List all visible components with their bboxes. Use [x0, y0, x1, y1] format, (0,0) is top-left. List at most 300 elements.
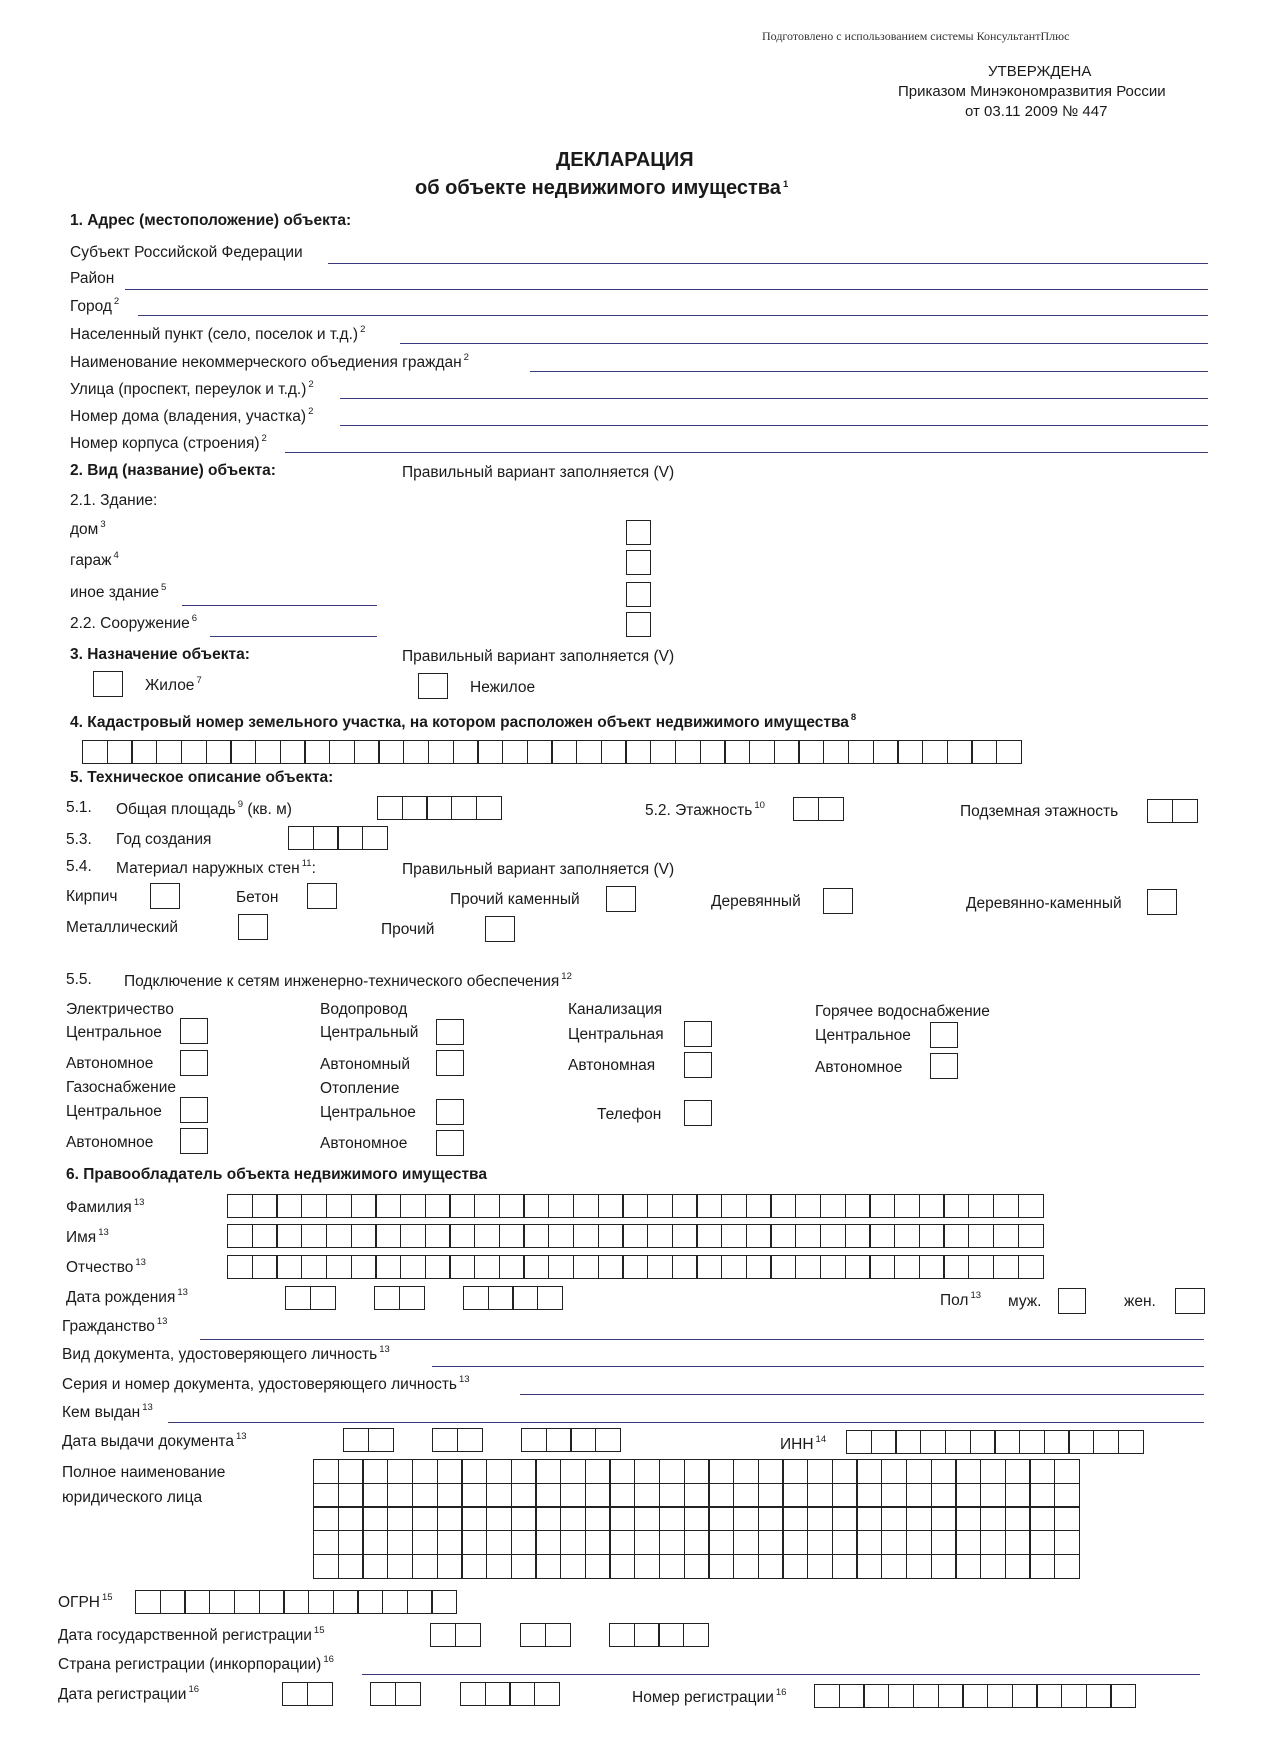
- grid-cell[interactable]: [795, 1224, 821, 1248]
- grid-cell[interactable]: [931, 1459, 957, 1484]
- grid-cell[interactable]: [375, 1255, 401, 1279]
- grid-cell[interactable]: [560, 1506, 586, 1531]
- grid-cell[interactable]: [523, 1255, 549, 1279]
- year-built-grid[interactable]: [288, 826, 387, 850]
- water-central-checkbox[interactable]: [436, 1019, 464, 1045]
- other-building-field[interactable]: [182, 605, 377, 606]
- grid-cell[interactable]: [573, 1194, 599, 1218]
- grid-cell[interactable]: [609, 1623, 635, 1647]
- grid-cell[interactable]: [486, 1530, 512, 1555]
- grid-cell[interactable]: [758, 1459, 784, 1484]
- grid-cell[interactable]: [399, 1286, 425, 1310]
- grid-cell[interactable]: [906, 1506, 932, 1531]
- grid-cell[interactable]: [733, 1459, 759, 1484]
- grid-cell[interactable]: [1172, 799, 1198, 823]
- grid-cell[interactable]: [326, 1224, 352, 1248]
- grid-cell[interactable]: [301, 1194, 327, 1218]
- grid-cell[interactable]: [351, 1194, 377, 1218]
- grid-cell[interactable]: [913, 1684, 939, 1708]
- name-grid[interactable]: [227, 1224, 1042, 1248]
- grid-cell[interactable]: [733, 1530, 759, 1555]
- grid-cell[interactable]: [288, 826, 314, 850]
- grid-cell[interactable]: [425, 1194, 451, 1218]
- grid-cell[interactable]: [647, 1224, 673, 1248]
- grid-cell[interactable]: [449, 1194, 475, 1218]
- grid-cell[interactable]: [650, 740, 676, 764]
- grid-cell[interactable]: [135, 1590, 161, 1614]
- grid-cell[interactable]: [1093, 1430, 1119, 1454]
- grid-cell[interactable]: [412, 1506, 438, 1531]
- grid-cell[interactable]: [131, 740, 157, 764]
- grid-cell[interactable]: [354, 740, 380, 764]
- other-stone-checkbox[interactable]: [606, 886, 636, 912]
- grid-cell[interactable]: [968, 1255, 994, 1279]
- street-field[interactable]: [340, 398, 1208, 399]
- grid-cell[interactable]: [818, 797, 844, 821]
- underground-floors-grid[interactable]: [1147, 799, 1196, 823]
- grid-cell[interactable]: [545, 1623, 571, 1647]
- grid-cell[interactable]: [1061, 1684, 1087, 1708]
- grid-cell[interactable]: [622, 1194, 648, 1218]
- grid-cell[interactable]: [425, 1224, 451, 1248]
- grid-cell[interactable]: [634, 1459, 660, 1484]
- grid-cell[interactable]: [463, 1286, 489, 1310]
- water-autonomous-checkbox[interactable]: [436, 1050, 464, 1076]
- grid-cell[interactable]: [585, 1459, 611, 1484]
- grid-cell[interactable]: [333, 1590, 359, 1614]
- grid-cell[interactable]: [535, 1530, 561, 1555]
- grid-cell[interactable]: [280, 740, 306, 764]
- grid-cell[interactable]: [609, 1459, 635, 1484]
- cadastral-number-grid[interactable]: [82, 740, 1021, 764]
- grid-cell[interactable]: [585, 1554, 611, 1579]
- grid-cell[interactable]: [869, 1194, 895, 1218]
- grid-cell[interactable]: [461, 1483, 487, 1508]
- grid-cell[interactable]: [307, 1682, 333, 1706]
- grid-cell[interactable]: [782, 1554, 808, 1579]
- grid-cell[interactable]: [634, 1506, 660, 1531]
- grid-cell[interactable]: [338, 1506, 364, 1531]
- grid-cell[interactable]: [276, 1255, 302, 1279]
- grid-cell[interactable]: [1029, 1459, 1055, 1484]
- grid-cell[interactable]: [1018, 1224, 1044, 1248]
- grid-cell[interactable]: [595, 1428, 621, 1452]
- grid-cell[interactable]: [160, 1590, 186, 1614]
- grid-cell[interactable]: [378, 740, 404, 764]
- grid-cell[interactable]: [845, 1255, 871, 1279]
- state-reg-year-grid[interactable]: [609, 1623, 708, 1647]
- grid-cell[interactable]: [428, 740, 454, 764]
- grid-cell[interactable]: [227, 1194, 253, 1218]
- grid-cell[interactable]: [313, 1554, 339, 1579]
- grid-cell[interactable]: [313, 1530, 339, 1555]
- grid-cell[interactable]: [609, 1506, 635, 1531]
- grid-cell[interactable]: [920, 1430, 946, 1454]
- grid-cell[interactable]: [437, 1506, 463, 1531]
- grid-cell[interactable]: [938, 1684, 964, 1708]
- grid-cell[interactable]: [181, 740, 207, 764]
- grid-cell[interactable]: [351, 1224, 377, 1248]
- grid-cell[interactable]: [672, 1194, 698, 1218]
- building-field[interactable]: [285, 452, 1208, 453]
- grid-cell[interactable]: [683, 1623, 709, 1647]
- grid-cell[interactable]: [881, 1483, 907, 1508]
- grid-cell[interactable]: [486, 1483, 512, 1508]
- grid-cell[interactable]: [820, 1255, 846, 1279]
- grid-cell[interactable]: [337, 826, 363, 850]
- grid-cell[interactable]: [848, 740, 874, 764]
- grid-cell[interactable]: [1029, 1530, 1055, 1555]
- grid-cell[interactable]: [684, 1483, 710, 1508]
- grid-cell[interactable]: [375, 1224, 401, 1248]
- heating-autonomous-checkbox[interactable]: [436, 1130, 464, 1156]
- grid-cell[interactable]: [548, 1194, 574, 1218]
- legal-name-grid[interactable]: [313, 1459, 1079, 1578]
- grid-cell[interactable]: [227, 1224, 253, 1248]
- grid-cell[interactable]: [252, 1255, 278, 1279]
- grid-cell[interactable]: [310, 1286, 336, 1310]
- grid-cell[interactable]: [871, 1430, 897, 1454]
- grid-cell[interactable]: [659, 1554, 685, 1579]
- grid-cell[interactable]: [919, 1194, 945, 1218]
- grid-cell[interactable]: [931, 1506, 957, 1531]
- grid-cell[interactable]: [476, 796, 502, 820]
- grid-cell[interactable]: [499, 1194, 525, 1218]
- grid-cell[interactable]: [535, 1483, 561, 1508]
- grid-cell[interactable]: [368, 1428, 394, 1452]
- grid-cell[interactable]: [770, 1194, 796, 1218]
- grid-cell[interactable]: [807, 1483, 833, 1508]
- grid-cell[interactable]: [708, 1483, 734, 1508]
- grid-cell[interactable]: [403, 740, 429, 764]
- grid-cell[interactable]: [1029, 1506, 1055, 1531]
- grid-cell[interactable]: [499, 1224, 525, 1248]
- reg-number-grid[interactable]: [814, 1684, 1135, 1708]
- grid-cell[interactable]: [573, 1255, 599, 1279]
- doc-type-field[interactable]: [432, 1366, 1204, 1367]
- grid-cell[interactable]: [548, 1224, 574, 1248]
- grid-cell[interactable]: [1019, 1430, 1045, 1454]
- grid-cell[interactable]: [343, 1428, 369, 1452]
- grid-cell[interactable]: [502, 740, 528, 764]
- grid-cell[interactable]: [585, 1506, 611, 1531]
- grid-cell[interactable]: [560, 1483, 586, 1508]
- grid-cell[interactable]: [749, 740, 775, 764]
- grid-cell[interactable]: [156, 740, 182, 764]
- grid-cell[interactable]: [598, 1255, 624, 1279]
- grid-cell[interactable]: [488, 1286, 514, 1310]
- grid-cell[interactable]: [585, 1483, 611, 1508]
- birth-day-grid[interactable]: [285, 1286, 334, 1310]
- grid-cell[interactable]: [560, 1530, 586, 1555]
- grid-cell[interactable]: [708, 1506, 734, 1531]
- grid-cell[interactable]: [432, 1428, 458, 1452]
- grid-cell[interactable]: [326, 1194, 352, 1218]
- grid-cell[interactable]: [894, 1194, 920, 1218]
- issue-year-grid[interactable]: [521, 1428, 620, 1452]
- residential-checkbox[interactable]: [93, 671, 123, 697]
- grid-cell[interactable]: [474, 1224, 500, 1248]
- grid-cell[interactable]: [276, 1194, 302, 1218]
- sewer-autonomous-checkbox[interactable]: [684, 1052, 712, 1078]
- grid-cell[interactable]: [362, 1483, 388, 1508]
- grid-cell[interactable]: [684, 1459, 710, 1484]
- grid-cell[interactable]: [453, 740, 479, 764]
- grid-cell[interactable]: [449, 1224, 475, 1248]
- grid-cell[interactable]: [313, 826, 339, 850]
- grid-cell[interactable]: [351, 1255, 377, 1279]
- grid-cell[interactable]: [1086, 1684, 1112, 1708]
- grid-cell[interactable]: [387, 1506, 413, 1531]
- electricity-central-checkbox[interactable]: [180, 1018, 208, 1044]
- grid-cell[interactable]: [659, 1530, 685, 1555]
- grid-cell[interactable]: [832, 1506, 858, 1531]
- grid-cell[interactable]: [700, 740, 726, 764]
- grid-cell[interactable]: [919, 1224, 945, 1248]
- grid-cell[interactable]: [107, 740, 133, 764]
- grid-cell[interactable]: [881, 1506, 907, 1531]
- grid-cell[interactable]: [888, 1684, 914, 1708]
- grid-cell[interactable]: [362, 826, 388, 850]
- grid-cell[interactable]: [845, 1194, 871, 1218]
- grid-cell[interactable]: [782, 1483, 808, 1508]
- grid-cell[interactable]: [795, 1255, 821, 1279]
- grid-cell[interactable]: [387, 1483, 413, 1508]
- grid-cell[interactable]: [285, 1286, 311, 1310]
- grid-cell[interactable]: [696, 1255, 722, 1279]
- grid-cell[interactable]: [474, 1194, 500, 1218]
- grid-cell[interactable]: [259, 1590, 285, 1614]
- grid-cell[interactable]: [807, 1506, 833, 1531]
- grid-cell[interactable]: [523, 1224, 549, 1248]
- grid-cell[interactable]: [980, 1554, 1006, 1579]
- grid-cell[interactable]: [375, 1194, 401, 1218]
- grid-cell[interactable]: [955, 1530, 981, 1555]
- electricity-autonomous-checkbox[interactable]: [180, 1050, 208, 1076]
- grid-cell[interactable]: [684, 1506, 710, 1531]
- grid-cell[interactable]: [906, 1483, 932, 1508]
- grid-cell[interactable]: [955, 1506, 981, 1531]
- settlement-field[interactable]: [400, 343, 1208, 344]
- grid-cell[interactable]: [362, 1530, 388, 1555]
- grid-cell[interactable]: [362, 1554, 388, 1579]
- grid-cell[interactable]: [856, 1530, 882, 1555]
- grid-cell[interactable]: [184, 1590, 210, 1614]
- gas-central-checkbox[interactable]: [180, 1097, 208, 1123]
- grid-cell[interactable]: [301, 1255, 327, 1279]
- grid-cell[interactable]: [856, 1483, 882, 1508]
- grid-cell[interactable]: [647, 1255, 673, 1279]
- grid-cell[interactable]: [774, 740, 800, 764]
- grid-cell[interactable]: [684, 1554, 710, 1579]
- grid-cell[interactable]: [461, 1554, 487, 1579]
- grid-cell[interactable]: [313, 1459, 339, 1484]
- grid-cell[interactable]: [906, 1530, 932, 1555]
- grid-cell[interactable]: [721, 1194, 747, 1218]
- country-field[interactable]: [362, 1674, 1200, 1675]
- grid-cell[interactable]: [537, 1286, 563, 1310]
- hot-water-autonomous-checkbox[interactable]: [930, 1053, 958, 1079]
- grid-cell[interactable]: [906, 1554, 932, 1579]
- grid-cell[interactable]: [573, 1224, 599, 1248]
- grid-cell[interactable]: [708, 1530, 734, 1555]
- grid-cell[interactable]: [746, 1255, 772, 1279]
- grid-cell[interactable]: [832, 1459, 858, 1484]
- grid-cell[interactable]: [845, 1224, 871, 1248]
- grid-cell[interactable]: [987, 1684, 1013, 1708]
- grid-cell[interactable]: [511, 1506, 537, 1531]
- grid-cell[interactable]: [1005, 1483, 1031, 1508]
- grid-cell[interactable]: [609, 1483, 635, 1508]
- grid-cell[interactable]: [511, 1554, 537, 1579]
- grid-cell[interactable]: [283, 1590, 309, 1614]
- grid-cell[interactable]: [980, 1530, 1006, 1555]
- grid-cell[interactable]: [955, 1554, 981, 1579]
- grid-cell[interactable]: [461, 1530, 487, 1555]
- grid-cell[interactable]: [724, 740, 750, 764]
- grid-cell[interactable]: [377, 796, 403, 820]
- grid-cell[interactable]: [370, 1682, 396, 1706]
- grid-cell[interactable]: [412, 1554, 438, 1579]
- grid-cell[interactable]: [658, 1623, 684, 1647]
- grid-cell[interactable]: [962, 1684, 988, 1708]
- grid-cell[interactable]: [955, 1483, 981, 1508]
- grid-cell[interactable]: [758, 1530, 784, 1555]
- grid-cell[interactable]: [733, 1483, 759, 1508]
- grid-cell[interactable]: [931, 1483, 957, 1508]
- grid-cell[interactable]: [576, 740, 602, 764]
- subject-field[interactable]: [328, 263, 1208, 264]
- grid-cell[interactable]: [1005, 1506, 1031, 1531]
- grid-cell[interactable]: [968, 1194, 994, 1218]
- grid-cell[interactable]: [793, 797, 819, 821]
- grid-cell[interactable]: [477, 740, 503, 764]
- state-reg-month-grid[interactable]: [520, 1623, 569, 1647]
- grid-cell[interactable]: [931, 1554, 957, 1579]
- grid-cell[interactable]: [509, 1682, 535, 1706]
- grid-cell[interactable]: [412, 1483, 438, 1508]
- grid-cell[interactable]: [548, 1255, 574, 1279]
- grid-cell[interactable]: [758, 1506, 784, 1531]
- grid-cell[interactable]: [994, 1430, 1020, 1454]
- grid-cell[interactable]: [634, 1554, 660, 1579]
- grid-cell[interactable]: [387, 1530, 413, 1555]
- grid-cell[interactable]: [807, 1530, 833, 1555]
- grid-cell[interactable]: [425, 1255, 451, 1279]
- grid-cell[interactable]: [782, 1530, 808, 1555]
- grid-cell[interactable]: [733, 1554, 759, 1579]
- grid-cell[interactable]: [276, 1224, 302, 1248]
- grid-cell[interactable]: [696, 1224, 722, 1248]
- grid-cell[interactable]: [1110, 1684, 1136, 1708]
- inn-grid[interactable]: [846, 1430, 1142, 1454]
- ogrn-grid[interactable]: [135, 1590, 456, 1614]
- grid-cell[interactable]: [895, 1430, 921, 1454]
- grid-cell[interactable]: [460, 1682, 486, 1706]
- female-checkbox[interactable]: [1175, 1288, 1205, 1314]
- grid-cell[interactable]: [708, 1459, 734, 1484]
- birth-month-grid[interactable]: [374, 1286, 423, 1310]
- wood-stone-checkbox[interactable]: [1147, 889, 1177, 915]
- grid-cell[interactable]: [304, 740, 330, 764]
- grid-cell[interactable]: [820, 1194, 846, 1218]
- grid-cell[interactable]: [362, 1506, 388, 1531]
- grid-cell[interactable]: [814, 1684, 840, 1708]
- grid-cell[interactable]: [402, 796, 428, 820]
- grid-cell[interactable]: [499, 1255, 525, 1279]
- grid-cell[interactable]: [426, 796, 452, 820]
- grid-cell[interactable]: [1018, 1194, 1044, 1218]
- grid-cell[interactable]: [968, 1224, 994, 1248]
- reg-month-grid[interactable]: [370, 1682, 419, 1706]
- grid-cell[interactable]: [832, 1483, 858, 1508]
- grid-cell[interactable]: [252, 1194, 278, 1218]
- grid-cell[interactable]: [1068, 1430, 1094, 1454]
- gas-autonomous-checkbox[interactable]: [180, 1128, 208, 1154]
- grid-cell[interactable]: [869, 1224, 895, 1248]
- grid-cell[interactable]: [485, 1682, 511, 1706]
- grid-cell[interactable]: [856, 1506, 882, 1531]
- grid-cell[interactable]: [943, 1255, 969, 1279]
- grid-cell[interactable]: [980, 1483, 1006, 1508]
- grid-cell[interactable]: [474, 1255, 500, 1279]
- grid-cell[interactable]: [437, 1483, 463, 1508]
- grid-cell[interactable]: [894, 1224, 920, 1248]
- grid-cell[interactable]: [457, 1428, 483, 1452]
- grid-cell[interactable]: [625, 740, 651, 764]
- grid-cell[interactable]: [647, 1194, 673, 1218]
- grid-cell[interactable]: [807, 1554, 833, 1579]
- grid-cell[interactable]: [869, 1255, 895, 1279]
- grid-cell[interactable]: [486, 1554, 512, 1579]
- grid-cell[interactable]: [993, 1224, 1019, 1248]
- grid-cell[interactable]: [846, 1430, 872, 1454]
- grid-cell[interactable]: [798, 740, 824, 764]
- grid-cell[interactable]: [881, 1459, 907, 1484]
- grid-cell[interactable]: [437, 1459, 463, 1484]
- structure-checkbox[interactable]: [626, 612, 651, 637]
- grid-cell[interactable]: [387, 1459, 413, 1484]
- grid-cell[interactable]: [782, 1459, 808, 1484]
- grid-cell[interactable]: [521, 1428, 547, 1452]
- grid-cell[interactable]: [906, 1459, 932, 1484]
- floors-grid[interactable]: [793, 797, 842, 821]
- grid-cell[interactable]: [970, 1430, 996, 1454]
- grid-cell[interactable]: [585, 1530, 611, 1555]
- surname-grid[interactable]: [227, 1194, 1042, 1218]
- grid-cell[interactable]: [329, 740, 355, 764]
- house-field[interactable]: [340, 425, 1208, 426]
- grid-cell[interactable]: [227, 1255, 253, 1279]
- grid-cell[interactable]: [832, 1530, 858, 1555]
- grid-cell[interactable]: [931, 1530, 957, 1555]
- grid-cell[interactable]: [523, 1194, 549, 1218]
- grid-cell[interactable]: [856, 1554, 882, 1579]
- grid-cell[interactable]: [234, 1590, 260, 1614]
- grid-cell[interactable]: [1054, 1506, 1080, 1531]
- grid-cell[interactable]: [1005, 1554, 1031, 1579]
- grid-cell[interactable]: [255, 740, 281, 764]
- grid-cell[interactable]: [437, 1554, 463, 1579]
- grid-cell[interactable]: [1018, 1255, 1044, 1279]
- grid-cell[interactable]: [659, 1483, 685, 1508]
- grid-cell[interactable]: [1118, 1430, 1144, 1454]
- grid-cell[interactable]: [601, 740, 627, 764]
- grid-cell[interactable]: [382, 1590, 408, 1614]
- grid-cell[interactable]: [1054, 1483, 1080, 1508]
- grid-cell[interactable]: [1054, 1554, 1080, 1579]
- concrete-checkbox[interactable]: [307, 883, 337, 909]
